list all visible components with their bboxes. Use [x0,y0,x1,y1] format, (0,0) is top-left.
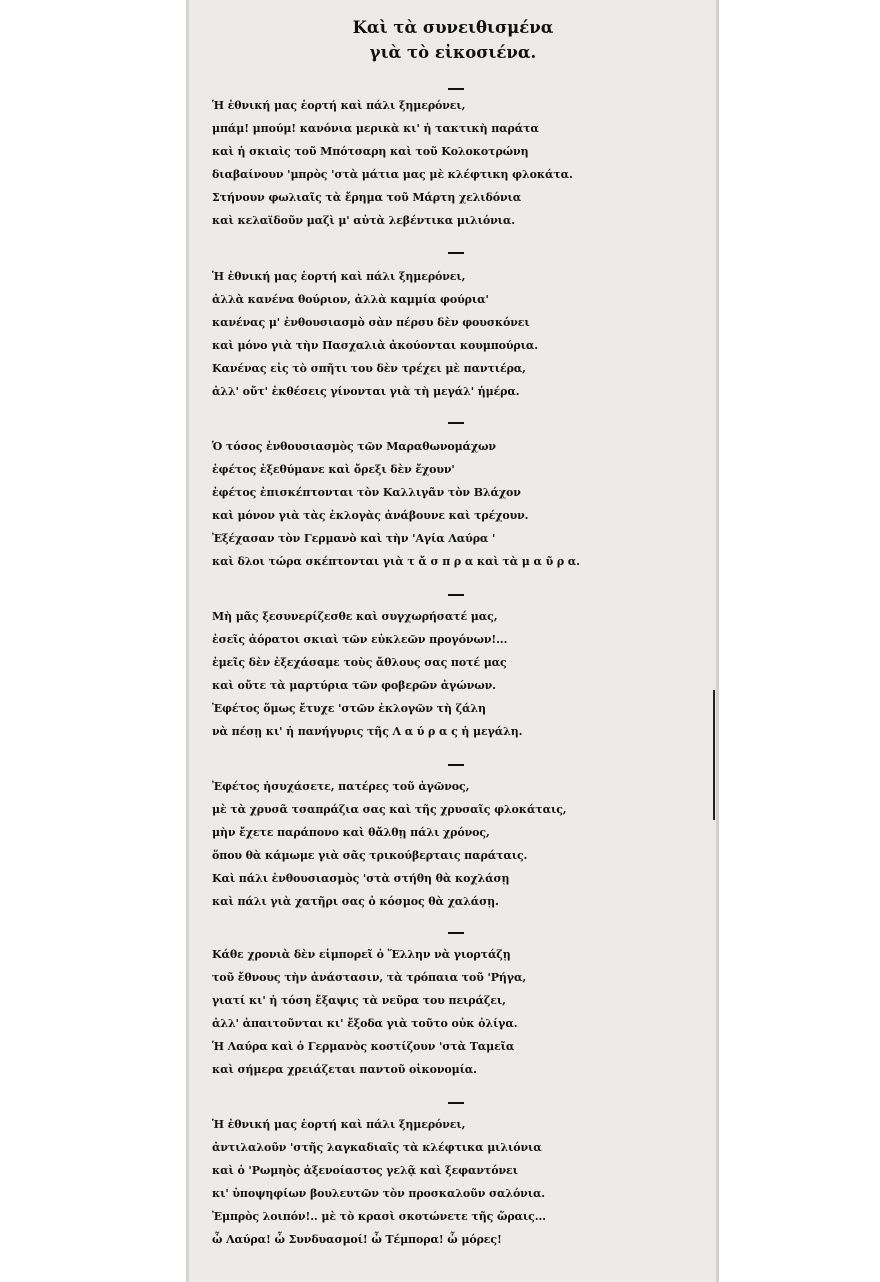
verse-line: καὶ πάλι γιὰ χατῆρι σας ὁ κόσμος θὰ χαλάσῃ. [212,895,499,908]
verse-line: Ἐξέχασαν τὸν Γερμανὸ καὶ τὴν 'Αγία Λαύρα ' [212,532,496,545]
verse-line: ἐσεῖς ἀόρατοι σκιαὶ τῶν εὐκλεῶν προγόνων!... [212,633,508,646]
verse-line: Στήνουν φωλιαῖς τὰ ἔρημα τοῦ Μάρτη χελιδόνια [212,191,522,204]
verse-line: ἀλλὰ κανένα θούριον, ἀλλὰ καμμία φούρια' [212,293,489,306]
verse-line: Μὴ μᾶς ξεσυνερίζεσθε καὶ συγχωρήσατέ μας, [212,610,498,623]
paper-left-edge [186,0,189,1282]
verse-line: καὶ σήμερα χρειάζεται παντοῦ οἰκονομία. [212,1063,477,1076]
stanza-separator [448,252,464,254]
verse-line: ἀλλ' ἀπαιτοῦνται κι' ἔξοδα γιὰ τοῦτο οὐκ ὀλίγα. [212,1017,518,1030]
verse-line: καὶ οὔτε τὰ μαρτύρια τῶν φοβερῶν ἀγώνων. [212,679,496,692]
stanza-5 [212,775,712,913]
verse-line: καὶ μόνο γιὰ τὴν Πασχαλιὰ ἀκούονται κουμπούρια. [212,339,538,352]
verse-line: Ἡ ἐθνική μας ἑορτή καὶ πάλι ξημερόνει, [212,1118,466,1131]
verse-line: Καὶ πάλι ἐνθουσιασμὸς 'στὰ στήθη θὰ κοχλάσῃ [212,872,510,885]
paper-fold-mark [713,690,715,820]
verse-line: διαβαίνουν 'μπρὸς 'στὰ μάτια μας μὲ κλέφτικη φλοκάτα. [212,168,573,181]
stanza-7 [212,1113,712,1251]
poem-title-line-1: Καὶ τὰ συνειθισμένα [352,18,554,37]
verse-line: Κανένας εἰς τὸ σπῆτι του δὲν τρέχει μὲ παντιέρα, [212,362,526,375]
stanza-3 [212,435,712,573]
stanza-separator [448,1102,464,1104]
stanza-separator [448,764,464,766]
verse-line: ἀλλ' οὔτ' ἐκθέσεις γίνονται γιὰ τὴ μεγάλ' ἡμέρα. [212,385,520,398]
verse-line: τοῦ ἔθνους τὴν ἀνάστασιν, τὰ τρόπαια τοῦ 'Ρήγα, [212,971,527,984]
verse-line: ἀντιλαλοῦν 'στῆς λαγκαδιαῖς τὰ κλέφτικα μιλιόνια [212,1141,542,1154]
verse-line: καὶ ἡ σκιαὶς τοῦ Μπότσαρη καὶ τοῦ Κολοκοτρώνη [212,145,529,158]
verse-line: καὶ ὁ 'Ρωμηὸς ἀξενοίαστος γελᾷ καὶ ξεφαντόνει [212,1164,518,1177]
verse-line: ὦ Λαύρα! ὦ Συνδυασμοί! ὦ Τέμπορα! ὦ μόρες! [212,1233,502,1246]
stanza-2 [212,265,712,403]
verse-line: ἐμεῖς δὲν ἐξεχάσαμε τοὺς ἄθλους σας ποτέ μας [212,656,507,669]
title-separator [448,88,464,90]
stanza-4 [212,605,712,743]
verse-line: Κάθε χρονιὰ δὲν εἱμπορεῖ ὁ Ἕλλην νὰ γιορτάζῃ [212,948,511,961]
verse-line: καὶ δλοι τώρα σκέπτονται γιὰ τ ἄ σ π ρ α καὶ τὰ μ α ῦ ρ α. [212,555,580,568]
verse-line: νὰ πέσῃ κι' ἡ πανήγυρις τῆς Λ α ύ ρ α ς ἡ μεγάλη. [212,725,523,738]
verse-line: Ἐμπρὸς λοιπόν!.. μὲ τὸ κρασὶ σκοτώνετε τῆς ὥραις... [212,1210,546,1223]
verse-line: ἐφέτος ἐπισκέπτονται τὸν Καλλιγᾶν τὸν Βλάχον [212,486,521,499]
poem-title-line-2: γιὰ τὸ εἰκοσιένα. [369,43,537,62]
verse-line: Ἐφέτος ὅμως ἔτυχε 'στῶν ἐκλογῶν τὴ ζάλη [212,702,486,715]
verse-line: κι' ὑποψηφίων βουλευτῶν τὸν προσκαλοῦν σαλόνια. [212,1187,546,1200]
verse-line: γιατί κι' ἡ τόση ἔξαψις τὰ νεῦρα του πειράζει, [212,994,506,1007]
verse-line: Ἐφέτος ἡσυχάσετε, πατέρες τοῦ ἀγῶνος, [212,780,470,793]
stanza-separator [448,594,464,596]
verse-line: ἐφέτος ἐξεθύμανε καὶ ὄρεξι δὲν ἔχουν' [212,463,455,476]
verse-line: Ἡ ἐθνική μας ἑορτή καὶ πάλι ξημερόνει, [212,270,466,283]
verse-line: Ἡ Λαύρα καὶ ὁ Γερμανὸς κοστίζουν 'στὰ Ταμεῖα [212,1040,515,1053]
verse-line: καὶ κελαϊδοῦν μαζὶ μ' αὐτὰ λεβέντικα μιλιόνια. [212,214,515,227]
stanza-separator [448,422,464,424]
paper-right-edge [716,0,719,1282]
stanza-separator [448,932,464,934]
verse-line: κανένας μ' ἐνθουσιασμὸ σὰν πέρσυ δὲν φουσκόνει [212,316,530,329]
verse-line: ὅπου θὰ κάμωμε γιὰ σᾶς τρικούβερταις παράταις. [212,849,528,862]
stanza-1 [212,94,712,232]
verse-line: καὶ μόνον γιὰ τὰς ἐκλογὰς ἀνάβουνε καὶ τρέχουν. [212,509,529,522]
verse-line: Ἡ ἐθνική μας ἑορτή καὶ πάλι ξημερόνει, [212,99,466,112]
stanza-6 [212,943,712,1081]
verse-line: μὲ τὰ χρυσᾶ τσαπράζια σας καὶ τῆς χρυσαῖς φλοκάταις, [212,803,567,816]
verse-line: Ὁ τόσος ἐνθουσιασμὸς τῶν Μαραθωνομάχων [212,440,496,453]
verse-line: μπάμ! μπούμ! κανόνια μερικὰ κι' ἡ τακτικὴ παράτα [212,122,539,135]
verse-line: μὴν ἔχετε παράπονο καὶ θἄλθῃ πάλι χρόνος, [212,826,490,839]
